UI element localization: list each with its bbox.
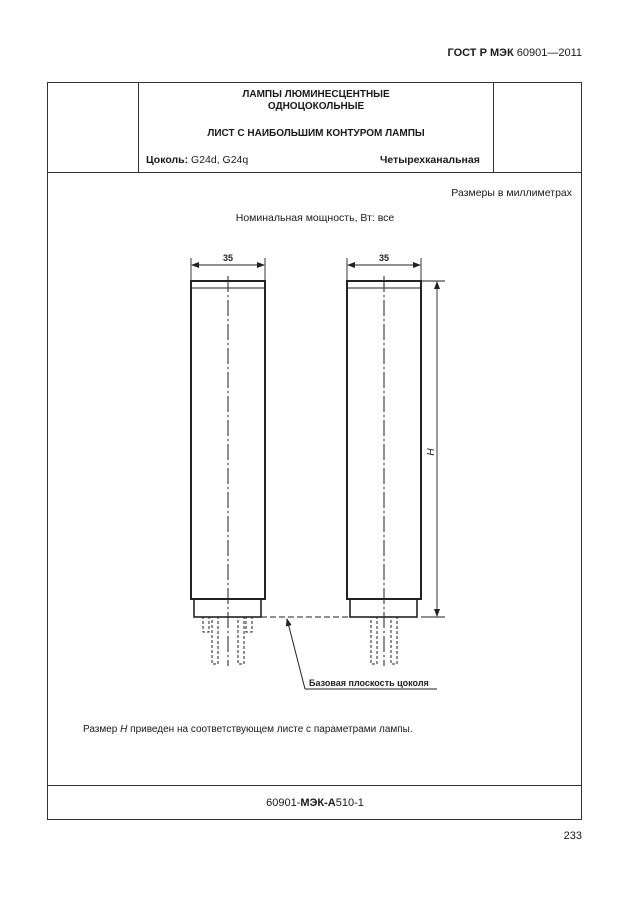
base-value: G24d, G24q [191, 154, 249, 166]
height-note-rest: приведен на соответствующем листе с параметрами лампы. [127, 724, 413, 735]
sheet-code-suffix: 510-1 [335, 797, 364, 809]
power-note: Номинальная мощность, Вт: все [235, 212, 395, 224]
sheet-code-bold: МЭК-А [300, 797, 336, 809]
units-note: Размеры в миллиметрах [451, 187, 572, 199]
height-note [83, 724, 413, 735]
standard-prefix: ГОСТ Р МЭК [447, 47, 514, 59]
sheet-title: ЛИСТ С НАИБОЛЬШИМ КОНТУРОМ ЛАМПЫ [207, 128, 425, 139]
title-line-1: ЛАМПЫ ЛЮМИНЕСЦЕНТНЫЕ [242, 89, 390, 100]
height-label: H [426, 448, 437, 456]
standard-number: 60901—2011 [516, 47, 582, 59]
left-lamp [191, 276, 265, 666]
height-note-symbol: H [120, 724, 128, 735]
channel-type: Четырехканальная [380, 154, 480, 166]
right-width-label: 35 [378, 253, 390, 263]
height-note-prefix: Размер [83, 724, 121, 735]
base-plane-label: Базовая плоскость цоколя [309, 678, 429, 688]
page-number: 233 [563, 830, 582, 842]
title-line-2: ОДНОЦОКОЛЬНЫЕ [267, 101, 365, 112]
left-width-label: 35 [222, 253, 234, 263]
sheet-code-prefix: 60901- [266, 797, 301, 809]
base-label: Цоколь: [146, 154, 189, 166]
right-lamp [347, 276, 421, 666]
sheet-code [0, 797, 630, 809]
